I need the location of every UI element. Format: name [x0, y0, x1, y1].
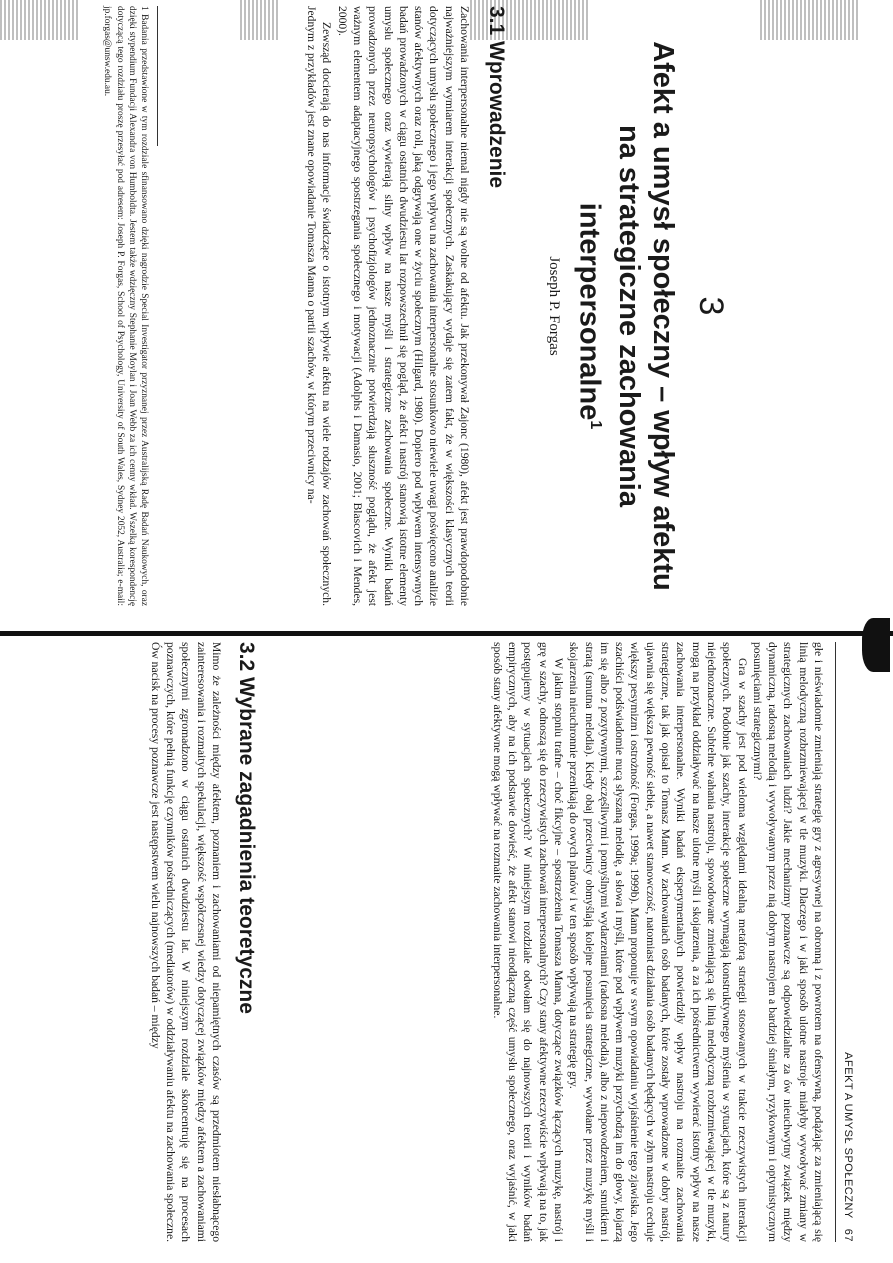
paragraph: Gra w szachy jest pod wieloma względami idealną metaforą strategii stosowanych w trakcie rzeczywistych interakcji społecznych. Podobnie jak szachy, interakcje społeczne wymagają konstruktywnego myślenia w sytuacjach, które są z natury niejednoznaczne. Subtelne wahania nastroju, spowodowane zmieniającą się linią melodyczną rozbrzmiewającej w tle muzyki, mogą na przykład oddziaływać na nasze ulotne myśli i skojarzenia, a za ich pośrednictwem wywierać istotny wpływ na nasze zachowania interpersonalne. Wyniki badań eksperymentalnych potwierdziły wpływ nastroju na rozmaite zachowania strategiczne, tak jak opisał to Tomasz Mann. W zachowaniach osób badanych, które zostały wprowadzone w dobry nastrój, ujawnia się większa pewność siebie, a nawet stanowczość, natomiast działania osób badanych będących w złym nastroju cechuje większy pesymizm i ostrożność (Forgas, 1999a; 1999b). Mann proponuje w swym opowiadaniu wyjaśnienie tego zjawiska. Jego szachiści podświadomie nucą słyszaną melodię, a słowa i myśli, które pod wpływem muzyki przychodzą im do głowy, kojarzą im się albo z pozytywnymi, szczęśliwymi i pomyślnymi wydarzeniami (radosna melodia), albo z niepowodzeniem, smutkiem i stratą (smutna melodia). Kiedy obaj przeciwnicy obmyślają kolejne posunięcia strategiczne, wywołane przez muzykę myśli i skojarzenia nieuchronnie przenikają do owych planów i w ten sposób wpływają na strategię gry. [567, 642, 749, 1242]
paragraph: Mimo że zależności między afektem, poznaniem i zachowaniami od niepamiętnych czasów są przedmiotem niesłabnącego zainteresowania i rozmaitych spekulacji, większość współczesnej wiedzy dotyczącej związków między afektem a zachowaniami społecznymi zgromadzono w ciągu ostatnich dwudziestu lat. W niniejszym rozdziale skoncentruję się na procesach poznawczych, które pełnią funkcję czynników pośredniczących (mediatorów) w oddziaływaniu afektu na zachowania społeczne. Ów nacisk na procesy poznawcze jest następstwem wielu najnowszych badań – między [148, 642, 223, 1242]
footnote: 1 Badania przedstawione w tym rozdziale sfinansowano dzięki nagrodzie Special Investigator przyznanej przez Australijską Radę Badań Naukowych, oraz dzięki stypendium Fundacji Alexandra von Humboldta. Jestem także wdzięczny Stephanie Moylan i Joan Webb za ich cenny wkład. Wszelką korespondencję dotyczącą tego rozdziału proszę przesyłać pod adresem: Joseph P. Forgas, School of Psychology, University of South Wales, Sydney 2052, Australia; e-mail: jp.forgas@unsw.edu.au. [102, 6, 149, 606]
page-number: 67 [842, 1228, 854, 1242]
chapter-opening-page [0, 6, 880, 606]
running-title: AFEKT A UMYSŁ SPOŁECZNY [842, 1052, 854, 1219]
paragraph: W jakim stopniu trafne – choć fikcyjne – spostrzeżenia Tomasza Manna, dotyczące związków łączących muzykę, nastrój i grę w szachy, odnoszą się do rzeczywistych zachowań interpersonalnych? Czy stany afektywne rzeczywiście wpływają na to, jak postępujemy w sytuacjach społecznych? W niniejszym rozdziale odwołam się do najnowszych teorii i wyników badań empirycznych, aby na ich podstawie dowieść, że afekt stanowi nieodłączną część umysłu społecznego, oraz wyjaśnić, w jaki sposób stany afektywne mogą wpływać na rozmaite zachowania interpersonalne. [490, 642, 565, 1242]
page-67-body [489, 642, 826, 1242]
header-rule [835, 642, 836, 1242]
footnote-marker: 1 [587, 420, 604, 430]
chapter-title-text: Afekt a umysł społeczny – wpływ afektu na strategiczne zachowania interpersonalne [573, 41, 679, 591]
author: Joseph P. Forgas [546, 256, 562, 356]
section-title-introduction: 3.1 Wprowadzenie [485, 6, 508, 189]
page-fold [0, 631, 893, 636]
paragraph: głe i nieświadomie zmieniają strategię gry z agresywnej na obronną i z powrotem na ofensywną, podążając za zmieniającą się linią melodyczną rozbrzmiewającej w tle muzyki. Dlaczego i w jaki sposób ulotne nastroje miałyby wywoływać zmiany w strategicznych zachowaniach ludzi? Jakie mechanizmy poznawcze są odpowiedzialne za ów nieuchwytny związek między dynamiczną, radosną melodią i wywoływanym przez nią dobrym nastrojem a bardziej śmiałym, ryzykownym i optymistycznym posunięciami strategicznymi? [750, 642, 825, 1242]
section-theory-body [148, 642, 224, 1242]
chapter-title [572, 26, 680, 606]
section-introduction-body [304, 6, 472, 606]
paragraph: Zachowania interpersonalne niemal nigdy nie są wolne od afektu. Jak przekonywał Zajonc (1980), afekt jest prawdopodobnie najważniejszym wymiarem interakcji społecznych. Zaskakujący wydaje się zatem fakt, że w większości klasycznych teorii dotyczących umysłu społecznego i jego wpływu na zachowania interpersonalne stosunkowo niewiele uwagi poświęcono analizie stanów afektywnych oraz roli, jaką odgrywają one w życiu społecznym (Hilgard, 1980). Dopiero pod wpływem intensywnych badań prowadzonych w ciągu ostatnich dwudziestu lat rozpowszechnił się pogląd, że afekt i nastrój stanowią istotne elementy umysłu społecznego oraz wywierają silny wpływ na nasze myśli i strategiczne zachowania społeczne. Wyniki badań prowadzonych przez neuropsychologów i psychofizjologów jednoznacznie potwierdzają słuszność poglądu, że afekt jest ważnym elementem adaptacyjnego spostrzegania społecznego i motywacji (Adolphs i Damasio, 2001; Blascovich i Mendes, 2000). [335, 6, 471, 606]
chapter-number: 3 [692, 296, 730, 316]
footnote-rule [157, 6, 158, 146]
paragraph: Zewsząd docierają do nas informacje świadczące o istotnym wpływie afektu na wiele rodzajów zachowań społecznych. Jednym z przykładów jest znane opowiadanie Tomasza Manna o partii szachów, w którym przeciwnicy na- [305, 6, 334, 606]
section-title-theory: 3.2 Wybrane zagadnienia teoretyczne [235, 642, 258, 1014]
page-67 [0, 642, 880, 1242]
running-head [842, 642, 854, 1242]
